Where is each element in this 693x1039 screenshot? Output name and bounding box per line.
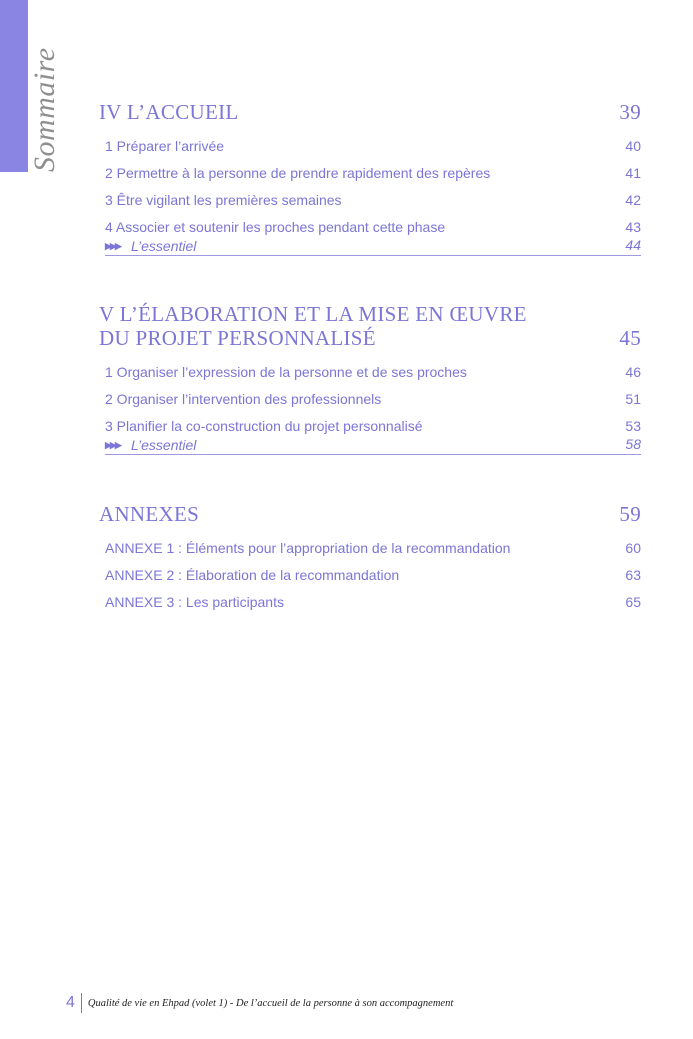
toc-entry[interactable] <box>99 136 641 163</box>
entry-label: 1 Organiser l’expression de la personne et de ses proches <box>105 364 467 380</box>
toc-entry[interactable] <box>99 389 641 416</box>
section-heading[interactable] <box>99 100 641 124</box>
entry-page: 41 <box>625 165 641 181</box>
entry-label: 4 Associer et soutenir les proches pendant cette phase <box>105 219 446 235</box>
entry-label: 3 Planifier la co-construction du projet personnalisé <box>105 418 423 434</box>
entry-page: 63 <box>625 567 641 583</box>
page-footer <box>66 993 453 1013</box>
entry-page: 46 <box>625 364 641 380</box>
entry-label: 2 Organiser l’intervention des professionnels <box>105 391 382 407</box>
footer-page-number: 4 <box>66 994 75 1011</box>
entry-label: ANNEXE 1 : Éléments pour l’appropriation de la recommandation <box>105 540 511 556</box>
entry-label: 1 Préparer l’arrivée <box>105 138 225 154</box>
entry-label: 3 Être vigilant les premières semaines <box>105 192 342 208</box>
entry-page: 43 <box>625 219 641 235</box>
section-heading[interactable] <box>99 302 641 350</box>
entry-page: 60 <box>625 540 641 556</box>
toc-entry[interactable] <box>99 592 641 619</box>
entry-page: 53 <box>625 418 641 434</box>
entry-page: 65 <box>625 594 641 610</box>
toc-entry[interactable] <box>99 538 641 565</box>
section-title: ANNEXES <box>99 502 200 526</box>
entry-page: 51 <box>625 391 641 407</box>
sidebar-accent-bar <box>0 0 28 172</box>
essentiel-label: L’essentiel <box>131 237 197 254</box>
toc-section-iv <box>99 100 641 302</box>
entry-page: 42 <box>625 192 641 208</box>
toc-entry[interactable] <box>99 362 641 389</box>
section-title: V L’ÉLABORATION ET LA MISE EN ŒUVRE DU PROJET PERSONNALISÉ <box>99 302 527 350</box>
sidebar-label: Sommaire <box>28 47 61 172</box>
essentiel-page: 44 <box>625 237 641 253</box>
entry-list <box>99 538 641 619</box>
section-page: 39 <box>619 100 641 124</box>
entry-label: ANNEXE 2 : Élaboration de la recommandation <box>105 567 400 583</box>
toc-section-v <box>99 302 641 502</box>
toc-entry[interactable] <box>99 565 641 592</box>
footer-title: Qualité de vie en Ehpad (volet 1) - De l’accueil de la personne à son accompagnement <box>87 997 454 1009</box>
section-page: 45 <box>619 326 641 350</box>
toc-entry[interactable] <box>99 190 641 217</box>
toc-entry[interactable] <box>99 163 641 190</box>
entry-page: 40 <box>625 138 641 154</box>
essentiel-page: 58 <box>625 436 641 452</box>
footer-divider <box>81 993 82 1013</box>
table-of-contents <box>99 100 641 619</box>
triple-chevron-icon: ▶▶▶ <box>105 240 120 251</box>
triple-chevron-icon: ▶▶▶ <box>105 439 120 450</box>
entry-label: ANNEXE 3 : Les participants <box>105 594 284 610</box>
section-page: 59 <box>619 502 641 526</box>
entry-list <box>99 136 641 256</box>
toc-section-annexes <box>99 502 641 619</box>
section-heading[interactable] <box>99 502 641 526</box>
section-title: IV L’ACCUEIL <box>99 100 239 124</box>
essentiel-label: L’essentiel <box>131 436 197 453</box>
entry-label: 2 Permettre à la personne de prendre rapidement des repères <box>105 165 491 181</box>
entry-list <box>99 362 641 455</box>
